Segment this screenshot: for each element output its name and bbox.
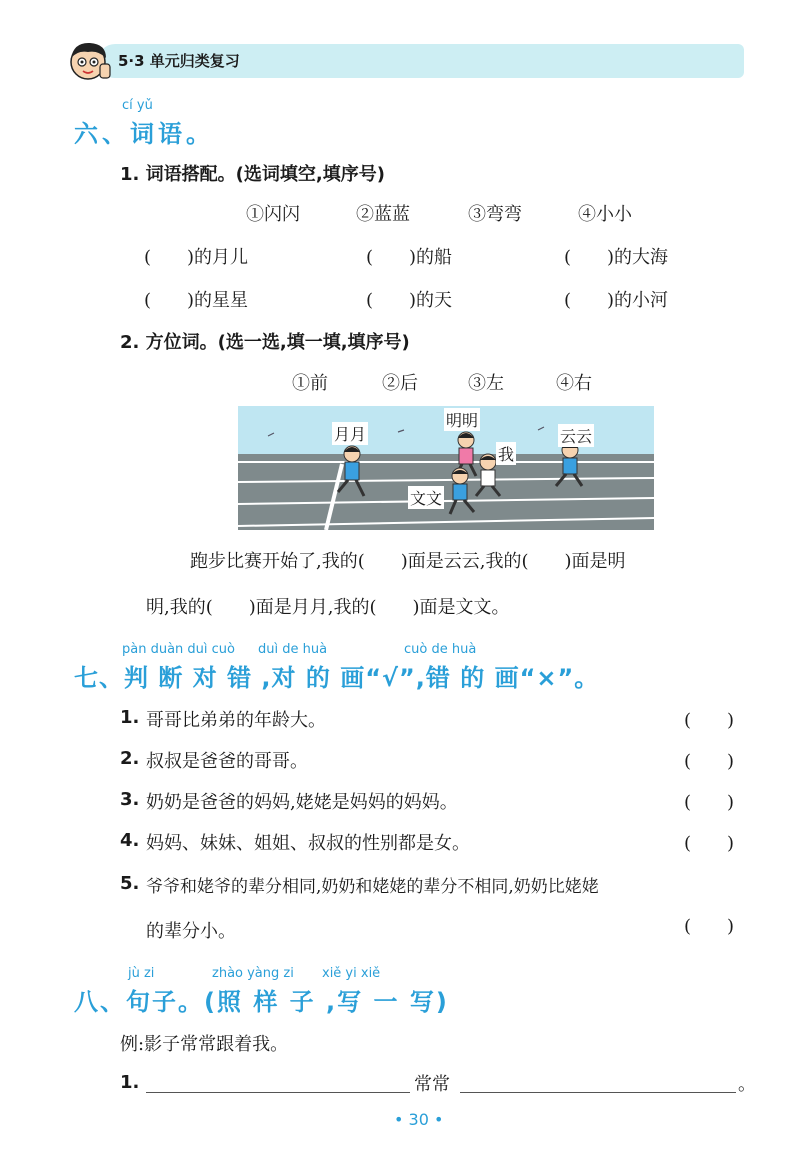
section6-q1-title: 1. 词语搭配。(选词填空,填序号) (120, 164, 385, 185)
section6-q2-title: 2. 方位词。(选一选,填一填,填序号) (120, 332, 410, 353)
section7-pinyin: duì de huà (258, 642, 328, 657)
section8-pinyin: jù zi (128, 966, 155, 981)
q2-sentence-line1[interactable]: 跑步比赛开始了,我的( )面是云云,我的( )面是明 (190, 551, 626, 572)
q2-option: ④右 (556, 373, 592, 394)
answer-line-2[interactable] (460, 1092, 736, 1093)
q1-option: ①闪闪 (246, 204, 300, 225)
mascot-icon (64, 38, 114, 84)
judge-answer-bracket[interactable]: ( ) (684, 833, 735, 854)
judge-item-num: 1. (120, 707, 140, 728)
judge-item-text: 爷爷和姥爷的辈分相同,奶奶和姥姥的辈分不相同,奶奶比姥姥 (146, 877, 599, 897)
q1-option: ③弯弯 (468, 204, 522, 225)
q1-blank-item[interactable]: ( )的星星 (144, 290, 249, 311)
judge-item-text: 奶奶是爸爸的妈妈,姥姥是妈妈的妈妈。 (146, 792, 458, 813)
q1-blank-item[interactable]: ( )的月儿 (144, 247, 249, 268)
header-title: 5·3 单元归类复习 (118, 52, 240, 70)
judge-item-text-cont: 的辈分小。 (146, 921, 236, 942)
section8-title: 八、句子。(照 样 子 ,写 一 写) (74, 988, 449, 1016)
q2-option: ①前 (292, 373, 328, 394)
section7-title: 七、判 断 对 错 ,对 的 画“√”,错 的 画“×”。 (74, 664, 600, 692)
section8-pinyin: zhào yàng zi (212, 966, 294, 981)
running-race-illustration (238, 406, 654, 530)
judge-answer-bracket[interactable]: ( ) (684, 710, 735, 731)
judge-item-num: 2. (120, 748, 140, 769)
section8-pinyin: xiě yi xiě (322, 966, 381, 981)
q2-option: ②后 (382, 373, 418, 394)
answer-line-1[interactable] (146, 1092, 410, 1093)
q2-sentence-line2[interactable]: 明,我的( )面是月月,我的( )面是文文。 (146, 597, 510, 618)
judge-answer-bracket[interactable]: ( ) (684, 751, 735, 772)
section6-title: 六、词语。 (74, 120, 214, 148)
q1-blank-item[interactable]: ( )的天 (366, 290, 453, 311)
judge-item-text: 妈妈、妹妹、姐姐、叔叔的性别都是女。 (146, 833, 470, 854)
judge-answer-bracket[interactable]: ( ) (684, 792, 735, 813)
q1-blank-item[interactable]: ( )的船 (366, 247, 453, 268)
sentence-q1-num: 1. (120, 1072, 140, 1093)
judge-item-text: 叔叔是爸爸的哥哥。 (146, 751, 308, 772)
judge-answer-bracket[interactable]: ( ) (684, 916, 735, 937)
section7-pinyin: pàn duàn duì cuò (122, 642, 235, 657)
label-mingming: 明明 (444, 408, 480, 431)
label-wo: 我 (496, 442, 516, 465)
page-number: • 30 • (394, 1110, 444, 1129)
example-sentence: 例:影子常常跟着我。 (120, 1034, 289, 1055)
section6-pinyin: cí yǔ (122, 98, 153, 113)
label-yueyue: 月月 (332, 422, 368, 445)
judge-item-num: 5. (120, 873, 140, 894)
q2-option: ③左 (468, 373, 504, 394)
sentence-q1-end: 。 (738, 1074, 756, 1095)
q1-option: ②蓝蓝 (356, 204, 410, 225)
label-yunyun: 云云 (558, 424, 594, 447)
judge-item-num: 3. (120, 789, 140, 810)
judge-item-text: 哥哥比弟弟的年龄大。 (146, 710, 326, 731)
sentence-q1-mid: 常常 (414, 1074, 450, 1095)
q1-option: ④小小 (578, 204, 632, 225)
q1-blank-item[interactable]: ( )的大海 (564, 247, 669, 268)
q1-blank-item[interactable]: ( )的小河 (564, 290, 669, 311)
judge-item-num: 4. (120, 830, 140, 851)
label-wenwen: 文文 (408, 486, 444, 509)
section7-pinyin: cuò de huà (404, 642, 477, 657)
